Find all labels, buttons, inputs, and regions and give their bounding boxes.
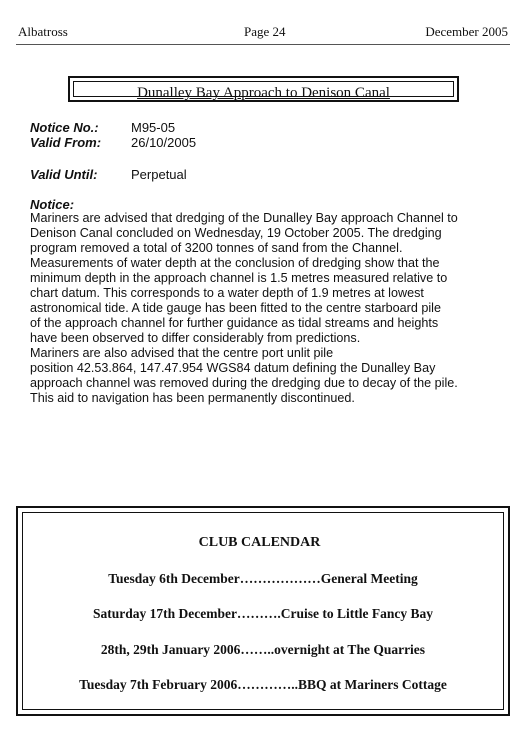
notice-heading: Notice:: [30, 197, 75, 212]
notice-line: of the approach channel for further guidance as tidal streams and heights: [30, 316, 439, 330]
notice-line: astronomical tide. A tide gauge has been fitted to the centre starboard pile: [30, 301, 441, 315]
notice-line: minimum depth in the approach channel is 1.5 metres measured relative to: [30, 271, 448, 285]
notice-line: Denison Canal concluded on Wednesday, 19 October 2005. The dredging: [30, 226, 442, 240]
publication-name: Albatross: [18, 24, 68, 39]
calendar-item: Tuesday 6th December………………General Meeting: [108, 571, 418, 586]
notice-line: position 42.53.864, 147.47.954 WGS84 datum defining the Dunalley Bay: [30, 361, 436, 375]
page-number: Page 24: [244, 24, 286, 39]
meta-label: Notice No.:: [30, 120, 99, 135]
notice-line: This aid to navigation has been permanently discontinued.: [30, 391, 355, 405]
notice-title: Dunalley Bay Approach to Denison Canal: [137, 85, 390, 101]
notice-line: Mariners are also advised that the centre port unlit pile: [30, 346, 334, 360]
notice-line: approach channel was removed during the dredging due to decay of the pile.: [30, 376, 458, 390]
meta-label: Valid From:: [30, 135, 102, 150]
header-rule: [16, 44, 510, 45]
calendar-item: Saturday 17th December……….Cruise to Little Fancy Bay: [92, 606, 434, 621]
notice-line: chart datum. This corresponds to a water depth of 1.9 metres at lowest: [30, 286, 424, 300]
notice-line: Measurements of water depth at the conclusion of dredging show that the: [30, 256, 440, 270]
meta-value: Perpetual: [131, 167, 187, 182]
meta-label: Valid Until:: [30, 167, 98, 182]
issue-date: December 2005: [425, 24, 508, 39]
notice-line: have been observed to differ considerably from predictions.: [30, 331, 361, 345]
notice-line: program removed a total of 3200 tonnes of sand from the Channel.: [30, 241, 403, 255]
notice-title-box: [68, 76, 459, 102]
notice-body: [30, 211, 500, 406]
calendar-title: CLUB CALENDAR: [198, 535, 321, 550]
meta-value: M95-05: [131, 120, 176, 135]
calendar-item: 28th, 29th January 2006……..overnight at The Quarries: [100, 642, 426, 657]
calendar-item: Tuesday 7th February 2006…………..BBQ at Mariners Cottage: [79, 677, 447, 692]
notice-line: Mariners are advised that dredging of the Dunalley Bay approach Channel to: [30, 211, 458, 225]
page-header: [18, 24, 508, 44]
meta-value: 26/10/2005: [131, 135, 197, 150]
